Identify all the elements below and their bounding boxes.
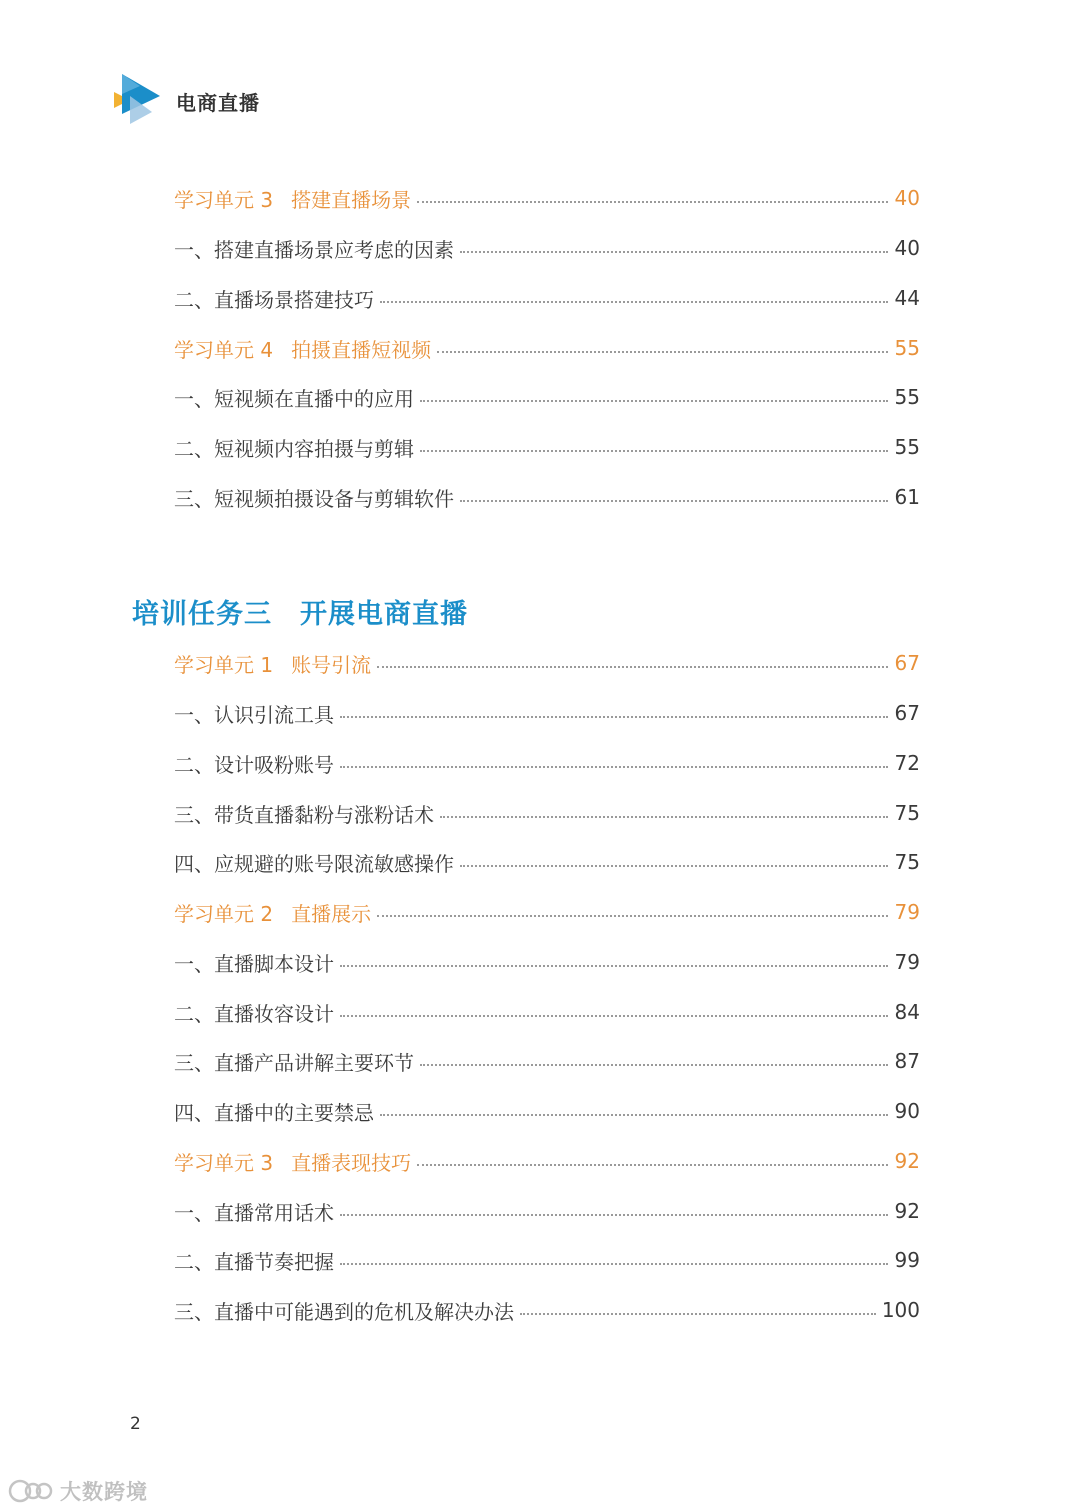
item-title: 二、设计吸粉账号 [174, 752, 334, 777]
toc-unit-entry[interactable] [174, 895, 920, 929]
dot-leader [340, 766, 888, 768]
toc-item-entry[interactable] [174, 1194, 920, 1228]
unit-number: 学习单元 1 [174, 652, 274, 677]
page-ref: 75 [894, 801, 920, 825]
toc-item-entry[interactable] [174, 231, 920, 265]
toc-item-entry[interactable] [174, 796, 920, 830]
dot-leader [340, 1263, 888, 1265]
dot-leader [417, 1164, 888, 1166]
page-ref: 92 [894, 1149, 920, 1173]
toc-item-entry[interactable] [174, 746, 920, 780]
dot-leader [380, 301, 888, 303]
item-title: 一、搭建直播场景应考虑的因素 [174, 237, 454, 262]
item-title: 二、直播场景搭建技巧 [174, 287, 374, 312]
item-title: 三、直播中可能遇到的危机及解决办法 [174, 1299, 514, 1324]
toc-item-entry[interactable] [174, 281, 920, 315]
dot-leader [440, 816, 888, 818]
dot-leader [380, 1114, 888, 1116]
toc-unit-entry[interactable] [174, 1144, 920, 1178]
toc-item-entry[interactable] [174, 1243, 920, 1277]
toc-item-entry[interactable] [174, 845, 920, 879]
unit-number: 学习单元 2 [174, 901, 274, 926]
item-title: 一、认识引流工具 [174, 702, 334, 727]
dot-leader [377, 915, 888, 917]
page-ref: 55 [894, 385, 920, 409]
toc-item-entry[interactable] [174, 1293, 920, 1327]
page-ref: 90 [894, 1099, 920, 1123]
page-ref: 84 [894, 1000, 920, 1024]
dot-leader [520, 1313, 876, 1315]
item-title: 一、直播常用话术 [174, 1200, 334, 1225]
page-ref: 55 [894, 435, 920, 459]
dot-leader [420, 450, 888, 452]
toc-item-entry[interactable] [174, 945, 920, 979]
task-heading[interactable]: 培训任务三 开展电商直播 [132, 599, 468, 630]
dot-leader [340, 716, 888, 718]
item-title: 一、短视频在直播中的应用 [174, 386, 414, 411]
page-ref: 40 [894, 186, 920, 210]
page-ref: 40 [894, 236, 920, 260]
watermark-logo-icon [8, 1476, 54, 1506]
unit-title: 拍摄直播短视频 [291, 337, 432, 362]
page-ref: 75 [894, 850, 920, 874]
page-ref: 92 [894, 1199, 920, 1223]
unit-title: 直播表现技巧 [291, 1150, 412, 1175]
dot-leader [340, 965, 888, 967]
page-ref: 55 [894, 336, 920, 360]
toc-item-entry[interactable] [174, 1094, 920, 1128]
item-title: 三、直播产品讲解主要环节 [174, 1050, 414, 1075]
unit-number: 学习单元 3 [174, 1150, 274, 1175]
item-title: 一、直播脚本设计 [174, 951, 334, 976]
toc-item-entry[interactable] [174, 995, 920, 1029]
toc-unit-entry[interactable] [174, 331, 920, 365]
unit-title: 账号引流 [291, 652, 372, 677]
unit-title: 直播展示 [291, 901, 372, 926]
toc-item-entry[interactable] [174, 1044, 920, 1078]
unit-title: 搭建直播场景 [291, 187, 412, 212]
page-ref: 87 [894, 1049, 920, 1073]
dot-leader [460, 251, 888, 253]
dot-leader [340, 1214, 888, 1216]
item-title: 四、直播中的主要禁忌 [174, 1100, 374, 1125]
toc-unit-entry[interactable] [174, 181, 920, 215]
dot-leader [417, 201, 888, 203]
page-ref: 79 [894, 900, 920, 924]
toc-item-entry[interactable] [174, 480, 920, 514]
page-ref: 72 [894, 751, 920, 775]
book-title: 电商直播 [176, 91, 260, 115]
dot-leader [340, 1015, 888, 1017]
dot-leader [420, 1064, 888, 1066]
item-title: 四、应规避的账号限流敏感操作 [174, 851, 454, 876]
item-title: 二、直播妆容设计 [174, 1001, 334, 1026]
page-ref: 61 [894, 485, 920, 509]
page-number: 2 [130, 1414, 141, 1434]
toc-item-entry[interactable] [174, 696, 920, 730]
page-ref: 67 [894, 651, 920, 675]
toc-unit-entry[interactable] [174, 646, 920, 680]
dot-leader [437, 351, 888, 353]
page-ref: 44 [894, 286, 920, 310]
book-logo-icon [110, 70, 166, 126]
toc-item-entry[interactable] [174, 380, 920, 414]
item-title: 二、短视频内容拍摄与剪辑 [174, 436, 414, 461]
dot-leader [420, 400, 888, 402]
dot-leader [377, 666, 888, 668]
page-ref: 67 [894, 701, 920, 725]
item-title: 二、直播节奏把握 [174, 1249, 334, 1274]
watermark-text: 大数跨境 [60, 1480, 148, 1504]
page-ref: 100 [881, 1298, 920, 1322]
item-title: 三、带货直播黏粉与涨粉话术 [174, 802, 434, 827]
item-title: 三、短视频拍摄设备与剪辑软件 [174, 486, 454, 511]
unit-number: 学习单元 4 [174, 337, 274, 362]
unit-number: 学习单元 3 [174, 187, 274, 212]
page-ref: 99 [894, 1248, 920, 1272]
dot-leader [460, 500, 888, 502]
toc-item-entry[interactable] [174, 430, 920, 464]
dot-leader [460, 865, 888, 867]
page-ref: 79 [894, 950, 920, 974]
watermark [8, 1474, 148, 1508]
